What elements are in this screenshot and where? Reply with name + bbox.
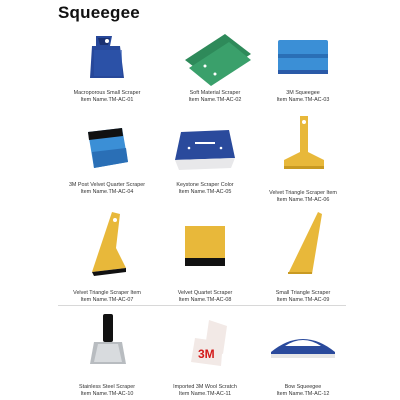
product-caption: Velvet Quartet Scraper Item Name.TM-AC-08 [177,290,233,303]
keystone-scraper-icon [150,122,260,180]
blue-squeegee-icon [248,30,358,88]
product-caption: Small Triangle Scraper Item Name.TM-AC-09 [275,290,331,303]
t-handle-scraper-icon [248,112,358,180]
yellow-squeegee-icon [150,220,260,278]
small-triangle-scraper-icon [248,208,358,286]
product-caption: Bow Squeegee Item Name.TM-AC-12 [276,384,330,397]
product-caption: Velvet Triangle Scraper Item Item Name.TM-AC-06 [269,190,337,203]
product-caption: Stainless Steel Scraper Item Name.TM-AC-10 [78,384,136,397]
wool-scraper-icon [150,312,260,370]
product-caption: Imported 3M Wool Scratch Item Name.TM-AC-11 [173,384,237,397]
product-caption: 3M Post Velvet Quarter Scraper Item Name.TM-AC-04 [68,182,146,195]
svg-text:3M: 3M [198,347,215,361]
product-caption: Macroporous Small Scraper Item Name.TM-AC-01 [73,90,141,103]
bow-squeegee-icon [248,312,358,370]
triangle-scraper-icon [52,208,162,286]
steel-scraper-icon [52,312,162,370]
product-caption: Keystone Scraper Color Item Name.TM-AC-05 [176,182,234,195]
blue-scraper-icon [52,30,162,88]
velvet-squeegee-icon [52,122,162,180]
product-caption: Soft Material Scraper Item Name.TM-AC-02 [188,90,242,103]
page-title: Squeegee [58,3,140,22]
divider [58,305,346,306]
product-caption: Velvet Triangle Scraper Item Item Name.TM-AC-07 [73,290,141,303]
product-caption: 3M Squeegee Item Name.TM-AC-03 [276,90,330,103]
